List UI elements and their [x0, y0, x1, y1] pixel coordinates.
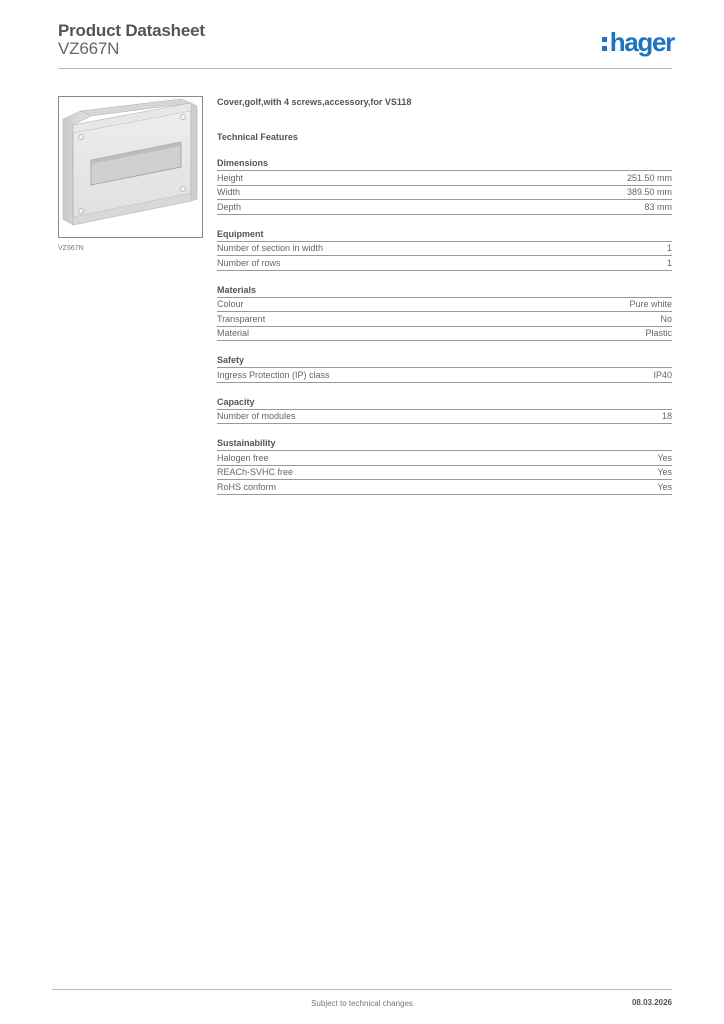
spec-row	[217, 368, 672, 383]
image-caption: VZ667N	[58, 245, 84, 252]
header-divider	[58, 68, 672, 69]
spec-value: 389.50 mm	[626, 187, 672, 197]
spec-section-equipment	[217, 228, 672, 271]
spec-value: Plastic	[645, 328, 672, 338]
spec-row	[217, 200, 672, 215]
spec-label: Colour	[217, 299, 244, 309]
spec-value: No	[660, 313, 672, 324]
spec-label: Number of section in width	[217, 243, 324, 253]
spec-label: Halogen free	[217, 452, 269, 463]
footer-date: 08.03.2026	[631, 998, 672, 1007]
section-title: Capacity	[217, 396, 672, 410]
spec-value: Yes	[657, 452, 672, 463]
spec-row	[217, 171, 672, 186]
spec-value: Yes	[657, 467, 672, 477]
section-title: Dimensions	[217, 157, 672, 171]
spec-value: 18	[661, 411, 672, 421]
spec-label: Height	[217, 172, 244, 183]
footer-divider	[52, 989, 672, 990]
spec-section-capacity	[217, 396, 672, 425]
spec-row	[217, 410, 672, 425]
spec-value: Pure white	[629, 299, 672, 309]
spec-label: RoHS conform	[217, 481, 277, 492]
spec-label: Material	[217, 328, 250, 338]
spec-row	[217, 480, 672, 495]
product-image	[58, 96, 203, 238]
spec-label: Depth	[217, 201, 242, 212]
spec-section-sustainability	[217, 437, 672, 495]
spec-label: Ingress Protection (IP) class	[217, 369, 330, 380]
spec-row	[217, 242, 672, 257]
spec-section-materials	[217, 284, 672, 342]
spec-label: Width	[217, 187, 241, 197]
product-code-heading: VZ667N	[58, 39, 120, 58]
cover-illustration	[59, 97, 202, 237]
spec-row	[217, 312, 672, 327]
spec-row	[217, 298, 672, 313]
spec-section-dimensions	[217, 157, 672, 215]
logo-dots-icon	[602, 35, 607, 53]
spec-value: 1	[666, 243, 672, 253]
spec-value: IP40	[653, 369, 672, 380]
technical-features-heading: Technical Features	[217, 132, 298, 142]
footer-note: Subject to technical changes	[311, 999, 413, 1008]
product-details	[217, 96, 672, 495]
spec-value: 83 mm	[644, 201, 672, 212]
spec-label: Transparent	[217, 313, 266, 324]
section-title: Materials	[217, 284, 672, 298]
spec-section-safety	[217, 354, 672, 383]
section-title: Equipment	[217, 228, 672, 242]
page-title: Product Datasheet	[58, 21, 205, 40]
spec-row	[217, 466, 672, 481]
hager-logo	[602, 27, 674, 58]
spec-row	[217, 451, 672, 466]
spec-label: Number of modules	[217, 411, 296, 421]
spec-value: Yes	[657, 481, 672, 492]
spec-row	[217, 327, 672, 342]
spec-label: Number of rows	[217, 257, 281, 268]
section-title: Sustainability	[217, 437, 672, 451]
product-description: Cover,golf,with 4 screws,accessory,for VS118	[217, 97, 412, 107]
spec-row	[217, 186, 672, 201]
spec-label: REACh-SVHC free	[217, 467, 294, 477]
section-title: Safety	[217, 354, 672, 368]
spec-row	[217, 256, 672, 271]
logo-text: hager	[609, 27, 674, 57]
spec-value: 1	[666, 257, 672, 268]
spec-value: 251.50 mm	[626, 172, 672, 183]
